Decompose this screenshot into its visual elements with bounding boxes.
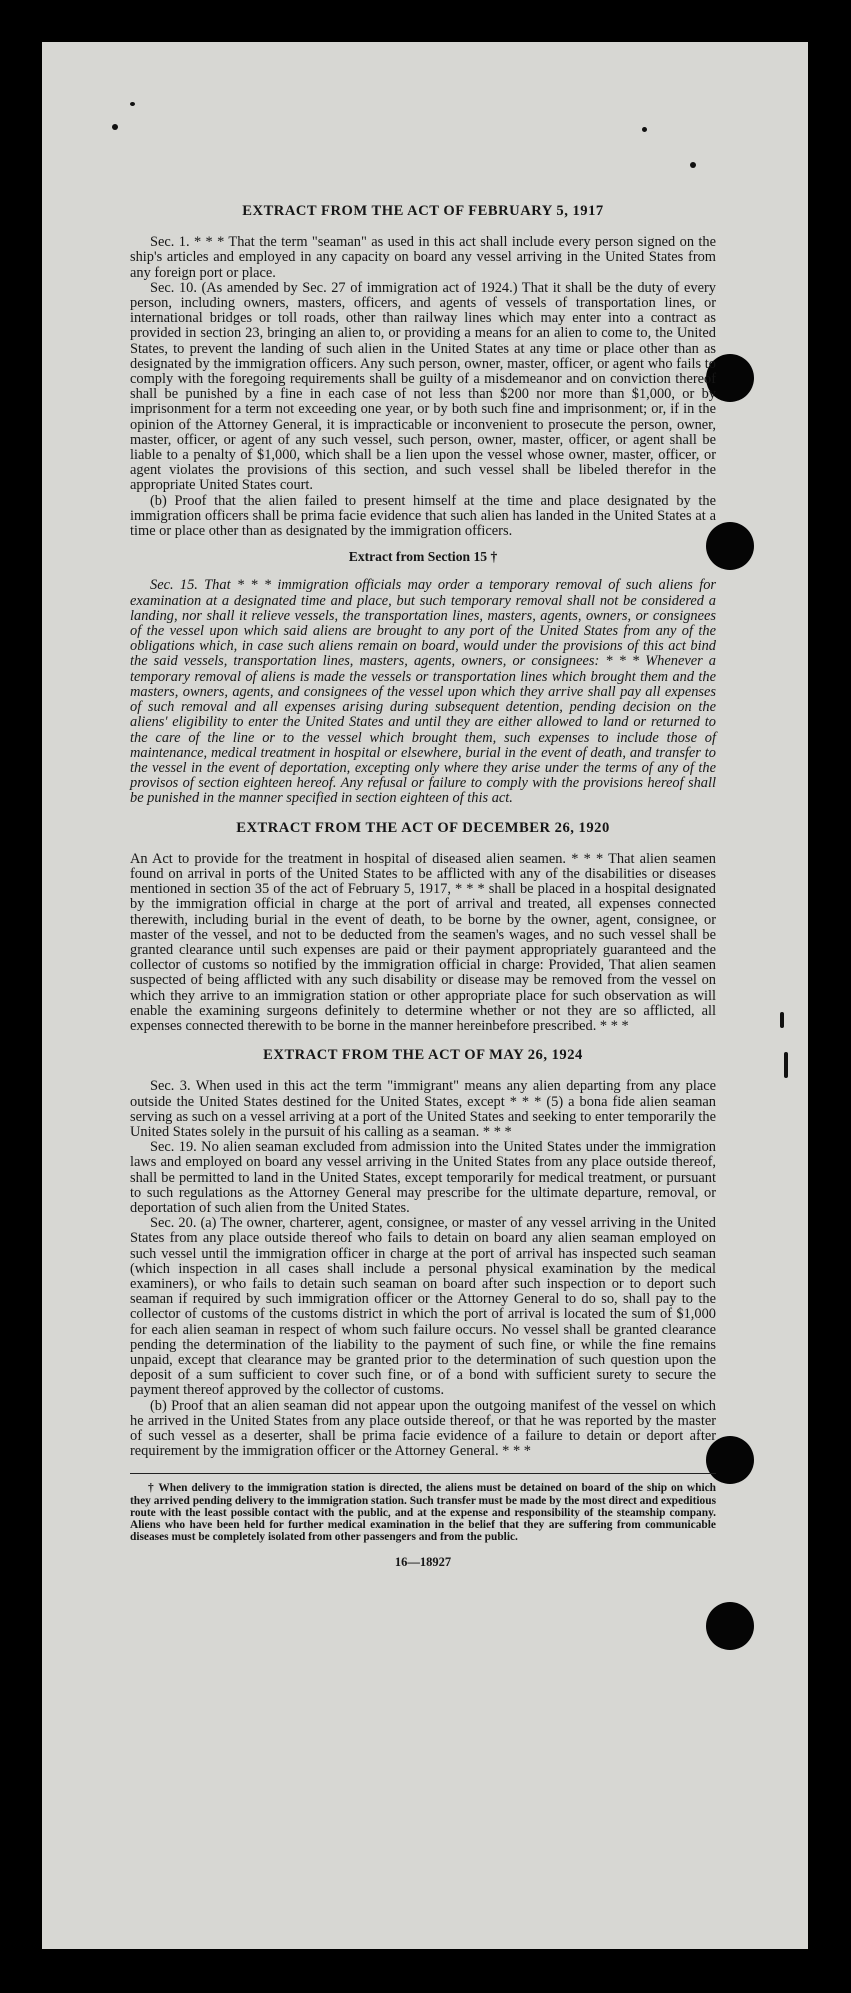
section-heading: EXTRACT FROM THE ACT OF FEBRUARY 5, 1917 [242, 203, 604, 219]
paper-speck [690, 162, 696, 168]
paper-speck [112, 124, 118, 130]
footnote-divider [130, 1473, 716, 1474]
section-subheading: Extract from Section 15 † [348, 549, 498, 565]
page-number: 16—18927 [394, 1555, 452, 1570]
edge-mark [780, 1012, 784, 1028]
footnote [130, 1482, 716, 1543]
punch-hole [706, 1602, 754, 1650]
document-body [130, 190, 716, 1571]
paragraph: Sec. 19. No alien seaman excluded from admission into the United States under the immigration laws and employed on board any vessel arriving in the United States from any place outside thereof, shall be permitted to land in the United States, except temporarily for medical treatment, or pursuant to such regulations as the Attorney General may prescribe for the ultimate departure, removal, or deportation of such alien from the United States. [130, 1139, 716, 1216]
paper-speck [642, 127, 647, 132]
paper-speck [130, 102, 135, 106]
paragraph: Sec. 20. (a) The owner, charterer, agent, consignee, or master of any vessel arriving in the United States from any place outside thereof who fails to detain on board any alien seaman employed on such vessel until the immigration officer in charge at the port of arrival has inspected such seaman (which inspection in all cases shall include a personal physical examination by the medical examiners), or who fails to detain such seaman on board after such inspection or to deport such seaman if required by such immigration officer or the Attorney General to do so, shall pay to the collector of customs of the customs district in which the port of arrival is located the sum of $1,000 for each alien seaman in respect of whom such failure occurs. No vessel shall be granted clearance pending the determination of the liability to the payment of such fine, or while the fine remains unpaid, except that clearance may be granted prior to the determination of such question upon the deposit of a sum sufficient to cover such fine, or of a bond with sufficient surety to secure the payment thereof approved by the collector of customs. [130, 1215, 716, 1399]
section-heading: EXTRACT FROM THE ACT OF MAY 26, 1924 [263, 1047, 583, 1064]
edge-mark [784, 1052, 788, 1078]
document-page [42, 42, 808, 1949]
paragraph: Sec. 10. (As amended by Sec. 27 of immigration act of 1924.) That it shall be the duty of every person, including owners, masters, officers, and agents of vessels of transportation lines, or international bridges or toll roads, other than railway lines which may enter into a contract as provided in section 23, bringing an alien to, or providing a means for an alien to come to, the United States, to prevent the landing of such alien in the United States at any time or place other than as designated by the immigration officers. Any such person, owner, master, officer, or agent who fails to comply with the foregoing requirements shall be guilty of a misdemeanor and on conviction thereof shall be punished by a fine in each case of not less than $200 nor more than $1,000, or by imprisonment for a term not exceeding one year, or by both such fine and imprisonment; or, if in the opinion of the Attorney General, it is impracticable or inconvenient to prosecute the person, owner, master, officer, or agent of any such vessel, such person, owner, master, officer, or agent shall be liable to a penalty of $1,000, which shall be a lien upon the vessel whose owner, master, officer, or agent violates the provisions of this section, and such vessel shall be libeled therefor in the appropriate United States court. [130, 279, 716, 494]
paragraph: Sec. 3. When used in this act the term "immigrant" means any alien departing from any place outside the United States destined for the United States, except * * * (5) a bona fide alien seaman serving as such on a vessel arriving at a port of the United States and seeking to enter temporarily the United States solely in the pursuit of his calling as a seaman. * * * [130, 1078, 716, 1140]
section-heading: EXTRACT FROM THE ACT OF DECEMBER 26, 1920 [236, 819, 610, 836]
paragraph: (b) Proof that the alien failed to present himself at the time and place designated by the immigration officers shall be prima facie evidence that such alien has landed in the United States at a time or place other than as designated by the immigration officers. [130, 492, 716, 540]
footnote-text: † When delivery to the immigration station is directed, the aliens must be detained on board of the ship on which they arrived pending delivery to the immigration station. Such transfer must be made by the most direct and expeditious route with the least possible contact with the public, and at the expense and responsibility of the steamship company. Aliens who have been held for further medical examination in the belief that they are suffering from communicable diseases must be completely isolated from other passengers and from the public. [130, 1482, 716, 1544]
paragraph: (b) Proof that an alien seaman did not appear upon the outgoing manifest of the vessel on which he arrived in the United States from any place outside thereof, or that he was reported by the master of such vessel as a deserter, shall be prima facie evidence of a failure to detain or deport after requirement by the immigration officer or the Attorney General. * * * [130, 1397, 716, 1460]
paragraph: An Act to provide for the treatment in hospital of diseased alien seamen. * * * That alien seamen found on arrival in ports of the United States to be afflicted with any of the disabilities or diseases mentioned in section 35 of the act of February 5, 1917, * * * shall be placed in a hospital designated by the immigration official in charge at the port of arrival and treated, all expenses connected therewith, including burial in the event of death, to be borne by the owner, agent, consignee, or master of the vessel, and not to be deducted from the seamen's wages, and no such vessel shall be granted clearance until such expenses are paid or their payment appropriately guaranteed and the collector of customs so notified by the immigration official in charge: Provided, That alien seamen suspected of being afflicted with any such disability or disease may be removed from the vessel on which they arrive to an immigration station or other appropriate place for such observation as will enable the examining surgeons definitely to determine whether or not they are so afflicted, all expenses connected therewith to be borne in the manner hereinbefore prescribed. * * * [130, 850, 716, 1034]
paragraph: Sec. 1. * * * That the term "seaman" as used in this act shall include every person signed on the ship's articles and employed in any capacity on board any vessel arriving in the United States from any foreign port or place. [130, 234, 716, 281]
paragraph: Sec. 15. That * * * immigration officials may order a temporary removal of such aliens for examination at a designated time and place, but such temporary removal shall not be considered a landing, nor shall it relieve vessels, the transportation lines, masters, agents, owners, or consignees of the vessel upon which said aliens are brought to any port of the United States from any of the obligations which, in case such aliens remain on board, would under the provisions of this act bind the said vessels, transportation lines, masters, agents, owners, or consignees: * * * Whenever a temporary removal of aliens is made the vessels or transportation lines which brought them and the masters, owners, agents, and consignees of the vessel upon which they arrive shall pay all expenses of such removal and all expenses arising during subsequent detention, pending decision on the aliens' eligibility to enter the United States and until they are either allowed to land or returned to the care of the line or to the vessel which brought them, such expenses to include those of maintenance, medical treatment in hospital or elsewhere, burial in the event of death, and transfer to the vessel in the event of deportation, excepting only where they arise under the terms of any of the provisos of section eighteen hereof. Any refusal or failure to comply with the provisions hereof shall be punished in the manner specified in section eighteen of this act. [130, 577, 716, 807]
